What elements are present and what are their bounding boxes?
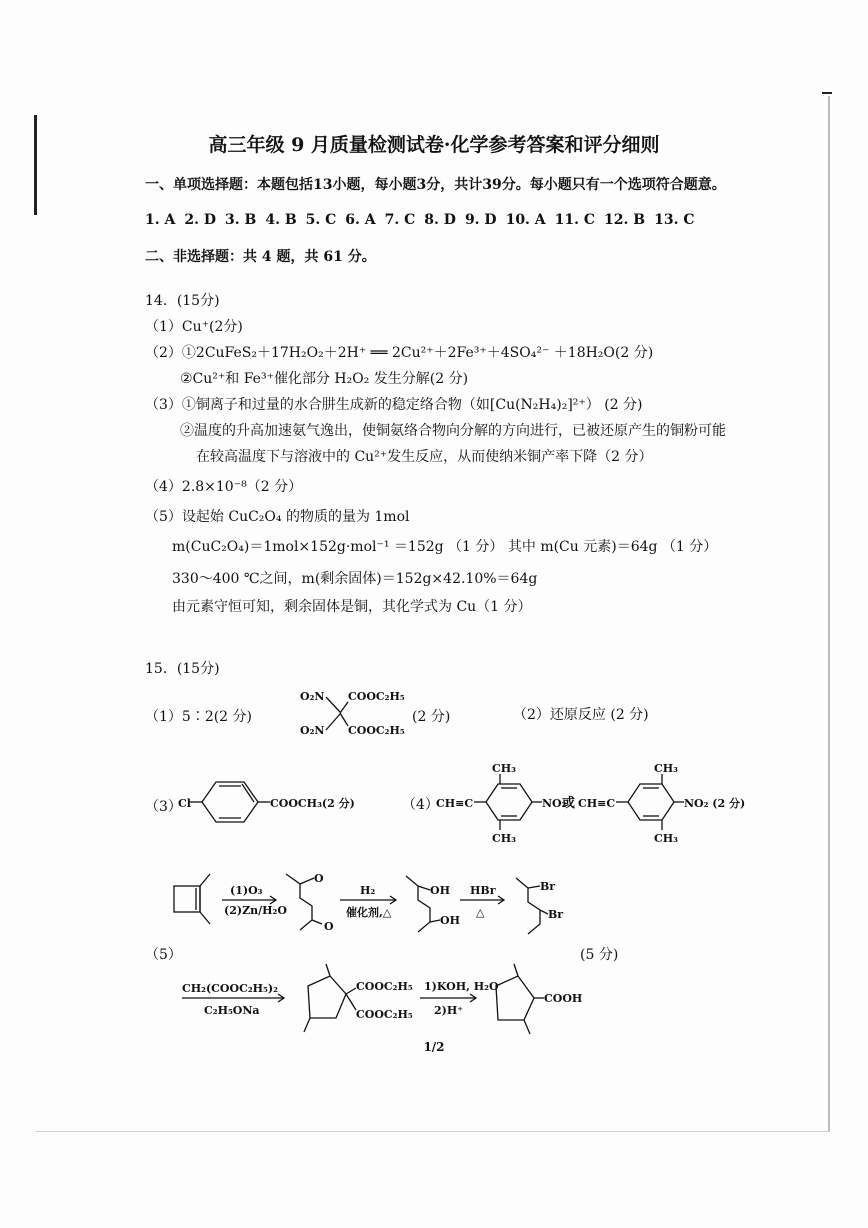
ester-label: COOCH₃(2 分) (270, 797, 355, 810)
nitro-group-label: O₂N (300, 724, 325, 737)
or-label: 或 (562, 796, 576, 811)
answer-item: 12. B (604, 212, 646, 228)
q15-part3-label: （3） (145, 799, 182, 815)
section1-heading: 一、单项选择题：本题包括13小题，每小题3分，共计39分。每小题只有一个选项符合题意。 (145, 177, 726, 193)
answer-item: 4. B (265, 212, 297, 228)
reagent-label: C₂H₅ONa (204, 1004, 260, 1017)
q14-part3c: 在较高温度下与溶液中的 Cu²⁺发生反应，从而使纳米铜产率下降（2 分） (196, 449, 653, 465)
q14-part1: （1）Cu⁺(2分) (145, 319, 243, 335)
q14-header: 14．(15分) (145, 293, 220, 309)
frame-border-bottom (36, 1131, 830, 1132)
ester-label: COOC₂H₅ (356, 980, 413, 993)
section2-heading: 二、非选择题：共 4 题，共 61 分。 (145, 249, 376, 265)
answer-item: 9. D (464, 212, 497, 228)
q15-part4-label: （4） (402, 797, 439, 813)
page-title: 高三年级 9 月质量检测试卷·化学参考答案和评分细则 (208, 134, 660, 156)
methyl-label: CH₃ (654, 832, 678, 845)
answer-item: 5. C (305, 212, 337, 228)
answer-item: 10. A (505, 212, 546, 228)
ester-group-label: COOC₂H₅ (348, 690, 405, 703)
reagent-label: 催化剂,△ (346, 906, 392, 919)
page-number: 1/2 (423, 1040, 445, 1054)
q15-part5-score: (5 分) (580, 947, 619, 963)
synthesis-route-row1 (168, 862, 588, 942)
reagent-label: 1)KOH, H₂O (424, 980, 499, 993)
answer-item: 6. A (345, 212, 376, 228)
alkyne-label: CH≡C (436, 797, 474, 810)
hydroxyl-label: OH (430, 884, 450, 897)
answer-item: 2. D (184, 212, 216, 228)
nitro-label: NO₂ (2 分) (684, 797, 746, 810)
answer-item: 8. D (424, 212, 456, 228)
q14-part5b: m(CuC₂O₄)＝1mol×152g·mol⁻¹ ＝152g （1 分） 其中 m(Cu 元素)＝64g （1 分） (172, 539, 718, 555)
q14-part2b: ②Cu²⁺和 Fe³⁺催化部分 H₂O₂ 发生分解(2 分) (180, 371, 469, 387)
reagent-label: △ (476, 906, 485, 919)
synthesis-route-row2 (178, 964, 608, 1044)
ketone-oxygen: O (314, 872, 324, 885)
q15-part1: （1）5∶2(2 分) (145, 709, 253, 725)
hydroxyl-label: OH (440, 914, 460, 927)
q14-part5d: 由元素守恒可知，剩余固体是铜，其化学式为 Cu（1 分） (172, 599, 532, 615)
methyl-chlorobenzoate-structure (176, 770, 376, 834)
ester-group-label: COOC₂H₅ (348, 724, 405, 737)
q14-part5a: （5）设起始 CuC₂O₄ 的物质的量为 1mol (145, 509, 410, 525)
ketone-oxygen: O (324, 920, 334, 933)
answer-item: 11. C (554, 212, 596, 228)
q14-part3a: （3）①铜离子和过量的水合肼生成新的稳定络合物（如[Cu(N₂H₄)₂]²⁺） (2 分) (145, 397, 643, 413)
q14-part3b: ②温度的升高加速氨气逸出，使铜氨络合物向分解的方向进行，已被还原产生的铜粉可能 (180, 423, 726, 439)
bromo-label: Br (540, 880, 556, 893)
nitro-aryl-alkyne-structures (436, 760, 756, 848)
answer-item: 7. C (384, 212, 416, 228)
q15-part1-score: (2 分) (412, 709, 451, 725)
q15-part5-label: （5） (145, 947, 182, 963)
chloro-label: Cl (178, 797, 191, 810)
reagent-label: (2)Zn/H₂O (224, 904, 287, 917)
methyl-label: CH₃ (492, 832, 516, 845)
q15-part2: （2）还原反应 (2 分) (513, 707, 649, 723)
answer-item: 1. A (145, 212, 176, 228)
q14-part5c: 330～400 ℃之间，m(剩余固体)＝152g×42.10%＝64g (172, 571, 538, 587)
answer-list (145, 212, 695, 228)
bromo-label: Br (548, 908, 564, 921)
nitro-label: NO₂ (542, 797, 567, 810)
nitro-group-label: O₂N (300, 690, 325, 703)
carboxyl-label: COOH (544, 992, 583, 1005)
methyl-label: CH₃ (654, 762, 678, 775)
reagent-label: HBr (470, 884, 496, 897)
scan-mark (822, 92, 832, 94)
q15-header: 15．(15分) (145, 661, 220, 677)
reagent-label: (1)O₃ (230, 884, 263, 897)
frame-border-right (828, 96, 830, 1131)
q14-part4: （4）2.8×10⁻⁸（2 分） (145, 479, 303, 495)
reagent-label: H₂ (360, 884, 376, 897)
reagent-label: 2)H⁺ (434, 1004, 464, 1017)
ester-label: COOC₂H₅ (356, 1008, 413, 1021)
reagent-label: CH₂(COOC₂H₅)₂ (182, 982, 278, 995)
q14-part2a: （2）①2CuFeS₂＋17H₂O₂＋2H⁺ ══ 2Cu²⁺＋2Fe³⁺＋4SO₄²⁻ ＋18H₂O(2 分) (145, 345, 654, 361)
answer-item: 3. B (225, 212, 257, 228)
methyl-label: CH₃ (492, 762, 516, 775)
answer-item: 13. C (654, 212, 695, 228)
alkyne-label: CH≡C (578, 797, 616, 810)
